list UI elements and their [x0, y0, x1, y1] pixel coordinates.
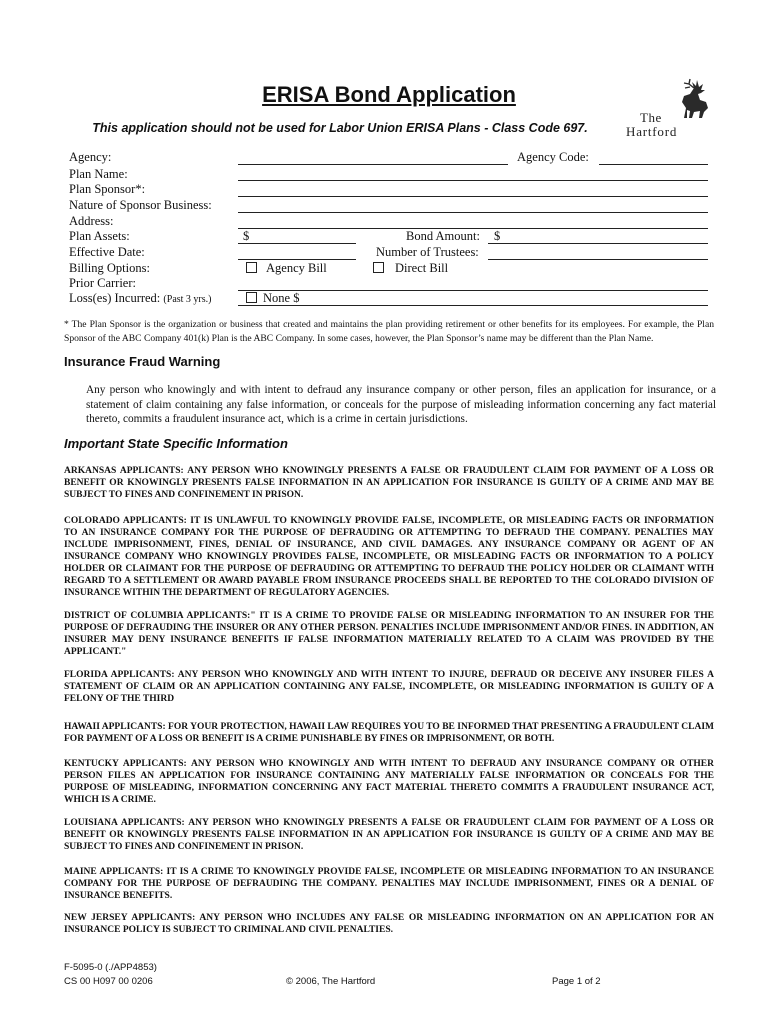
- plan-sponsor-label: Plan Sponsor*:: [69, 182, 146, 196]
- state-paragraph-dc: DISTRICT OF COLUMBIA APPLICANTS:" IT IS A CRIME TO PROVIDE FALSE OR MISLEADING INFORMATION TO AN INSURER FOR THE PURPOSE OF DEFRAUDING THE INSURER OR ANY OTHER PERSON. PENALTIES INCLUDE IMPRISONMENT AND/OR FINES. IN ADDITION, AN INSURER MAY DENY INSURANCE BENEFITS IF FALSE INFORMATION MATERIALLY RELATED TO A CLAIM WAS PROVIDED BY THE APPLICANT.": [64, 611, 714, 657]
- page-title: ERISA Bond Application: [262, 82, 516, 107]
- agency-bill-checkbox[interactable]: [246, 262, 257, 273]
- fraud-warning-heading: Insurance Fraud Warning: [64, 354, 221, 369]
- bond-amount-field[interactable]: [488, 243, 708, 244]
- state-paragraph-maine: MAINE APPLICANTS: IT IS A CRIME TO KNOWINGLY PROVIDE FALSE, INCOMPLETE OR MISLEADING INFORMATION TO AN INSURANCE COMPANY FOR THE PURPOSE OF DEFRAUDING THE COMPANY. PENALTIES MAY INCLUDE IMPRISONMENT, FINES OR A DENIAL OF INSURANCE BENEFITS.: [64, 867, 714, 901]
- agency-code-field[interactable]: [599, 164, 708, 165]
- plan-name-label: Plan Name:: [69, 167, 128, 181]
- cs-number: CS 00 H097 00 0206: [64, 976, 153, 987]
- state-paragraph-new-jersey: NEW JERSEY APPLICANTS: ANY PERSON WHO INCLUDES ANY FALSE OR MISLEADING INFORMATION ON AN APPLICATION FOR AN INSURANCE POLICY IS SUBJECT TO CRIMINAL AND CIVIL PENALTIES.: [64, 913, 714, 935]
- plan-assets-field[interactable]: [238, 243, 356, 244]
- bond-amount-label: Bond Amount:: [406, 229, 480, 243]
- nature-business-field[interactable]: [238, 212, 708, 213]
- state-info-heading: Important State Specific Information: [64, 436, 288, 451]
- none-dollar: $: [293, 291, 300, 305]
- effective-date-field[interactable]: [238, 259, 356, 260]
- fraud-warning-text: Any person who knowingly and with intent to defraud any insurance company or other person, files an application for insurance, or a statement of claim containing any false information, or conceals for the purpose of misleading information concerning any fact material thereto, commits a fraudulent insurance act, which is a crime in certain jurisdictions.: [86, 384, 716, 425]
- agency-field[interactable]: [238, 164, 508, 165]
- logo-text-the: The: [640, 110, 662, 125]
- state-paragraph-florida: FLORIDA APPLICANTS: ANY PERSON WHO KNOWINGLY AND WITH INTENT TO INJURE, DEFRAUD OR DECEIVE ANY INSURER FILES A STATEMENT OF CLAIM OR AN APPLICATION CONTAINING ANY FALSE, INCOMPLETE, OR MISLEADING INFORMATION IS GUILTY OF A FELONY OF THE THIRD: [64, 670, 714, 704]
- agency-label: Agency:: [69, 150, 112, 164]
- hartford-logo: [620, 78, 712, 144]
- plan-assets-dollar: $: [243, 229, 250, 243]
- losses-period-note: (Past 3 yrs.): [163, 294, 212, 305]
- none-checkbox[interactable]: [246, 292, 257, 303]
- prior-carrier-label: Prior Carrier:: [69, 276, 136, 290]
- state-paragraph-kentucky: KENTUCKY APPLICANTS: ANY PERSON WHO KNOWINGLY AND WITH INTENT TO DEFRAUD ANY INSURANCE COMPANY OR OTHER PERSON FILES AN APPLICATION FOR INSURANCE CONTAINING ANY MATERIALLY FALSE INFORMATION OR CONCEALS FOR THE PURPOSE OF MISLEADING, INFORMATION CONCERNING ANY FACT MATERIAL THERETO COMMITS A FRAUDULENT INSURANCE ACT, WHICH IS A CRIME.: [64, 759, 714, 805]
- nature-business-label: Nature of Sponsor Business:: [69, 198, 212, 212]
- page-number: Page 1 of 2: [552, 976, 601, 987]
- none-label: [263, 291, 299, 306]
- agency-bill-label: Agency Bill: [266, 261, 327, 275]
- effective-date-label: Effective Date:: [69, 245, 145, 259]
- direct-bill-checkbox[interactable]: [373, 262, 384, 273]
- losses-label: [69, 291, 211, 306]
- plan-name-field[interactable]: [238, 180, 708, 181]
- bond-amount-dollar: $: [494, 229, 501, 243]
- state-paragraph-louisiana: LOUISIANA APPLICANTS: ANY PERSON WHO KNOWINGLY PRESENTS A FALSE OR FRAUDULENT CLAIM FOR PAYMENT OF A LOSS OR BENEFIT OR KNOWINGLY PRESENTS FALSE INFORMATION IN AN APPLICATION FOR INSURANCE IS GUILTY OF A CRIME AND MAY BE SUBJECT TO FINES AND CONFINEMENT IN PRISON.: [64, 818, 714, 852]
- plan-sponsor-field[interactable]: [238, 196, 708, 197]
- subtitle-warning: This application should not be used for Labor Union ERISA Plans - Class Code 697.: [92, 121, 588, 135]
- address-label: Address:: [69, 214, 114, 228]
- stag-icon: [670, 78, 712, 120]
- none-label-text: None: [263, 291, 291, 305]
- state-paragraph-hawaii: HAWAII APPLICANTS: FOR YOUR PROTECTION, HAWAII LAW REQUIRES YOU TO BE INFORMED THAT PRESENTING A FRAUDULENT CLAIM FOR PAYMENT OF A LOSS OR BENEFIT IS A CRIME PUNISHABLE BY FINES OR IMPRISONMENT, OR BOTH.: [64, 722, 714, 744]
- agency-code-label: Agency Code:: [517, 150, 589, 164]
- direct-bill-label: Direct Bill: [395, 261, 449, 275]
- copyright: © 2006, The Hartford: [286, 976, 376, 987]
- losses-label-text: Loss(es) Incurred:: [69, 291, 161, 305]
- logo-text-hartford: Hartford: [626, 124, 678, 139]
- losses-field[interactable]: [238, 305, 708, 306]
- plan-assets-label: Plan Assets:: [69, 229, 130, 243]
- plan-sponsor-footnote: * The Plan Sponsor is the organization or business that created and maintains the plan providing retirement or other benefits for its employees. For example, the Plan Sponsor of the ABC Company 401(k) Plan is the ABC Company. In some cases, however, the Plan Sponsor’s name may be different than the Plan Name.: [64, 319, 714, 344]
- number-trustees-field[interactable]: [488, 259, 708, 260]
- number-trustees-label: Number of Trustees:: [376, 245, 479, 259]
- state-paragraph-colorado: COLORADO APPLICANTS: IT IS UNLAWFUL TO KNOWINGLY PROVIDE FALSE, INCOMPLETE, OR MISLEADING FACTS OR INFORMATION TO AN INSURANCE COMPANY FOR THE PURPOSE OF DEFRAUDING OR ATTEMPTING TO DEFRAUD THE COMPANY. PENALTIES MAY INCLUDE IMPRISONMENT, FINES, DENIAL OF INSURANCE, AND CIVIL DAMAGES. ANY INSURANCE COMPANY OR AGENT OF AN INSURANCE COMPANY WHO KNOWINGLY PROVIDES FALSE, INCOMPLETE, OR MISLEADING FACTS OR INFORMATION TO A POLICY HOLDER OR CLAIMANT FOR THE PURPOSE OF DEFRAUDING OR ATTEMPTING TO DEFRAUD THE POLICY HOLDER OR CLAIMANT WITH REGARD TO A SETTLEMENT OR AWARD PAYABLE FROM INSURANCE PROCEEDS SHALL BE REPORTED TO THE COLORADO DIVISION OF INSURANCE WITHIN THE DEPARTMENT OF REGULATORY AGENCIES.: [64, 516, 714, 598]
- prior-carrier-field[interactable]: [238, 290, 708, 291]
- state-paragraph-arkansas: ARKANSAS APPLICANTS: ANY PERSON WHO KNOWINGLY PRESENTS A FALSE OR FRAUDULENT CLAIM FOR PAYMENT OF A LOSS OR BENEFIT OR KNOWINGLY PRESENTS FALSE INFORMATION IN AN APPLICATION FOR INSURANCE IS GUILTY OF A CRIME AND MAY BE SUBJECT TO FINES AND CONFINEMENT IN PRISON.: [64, 466, 714, 500]
- billing-options-label: Billing Options:: [69, 261, 150, 275]
- form-number: F-5095-0 (./APP4853): [64, 962, 157, 973]
